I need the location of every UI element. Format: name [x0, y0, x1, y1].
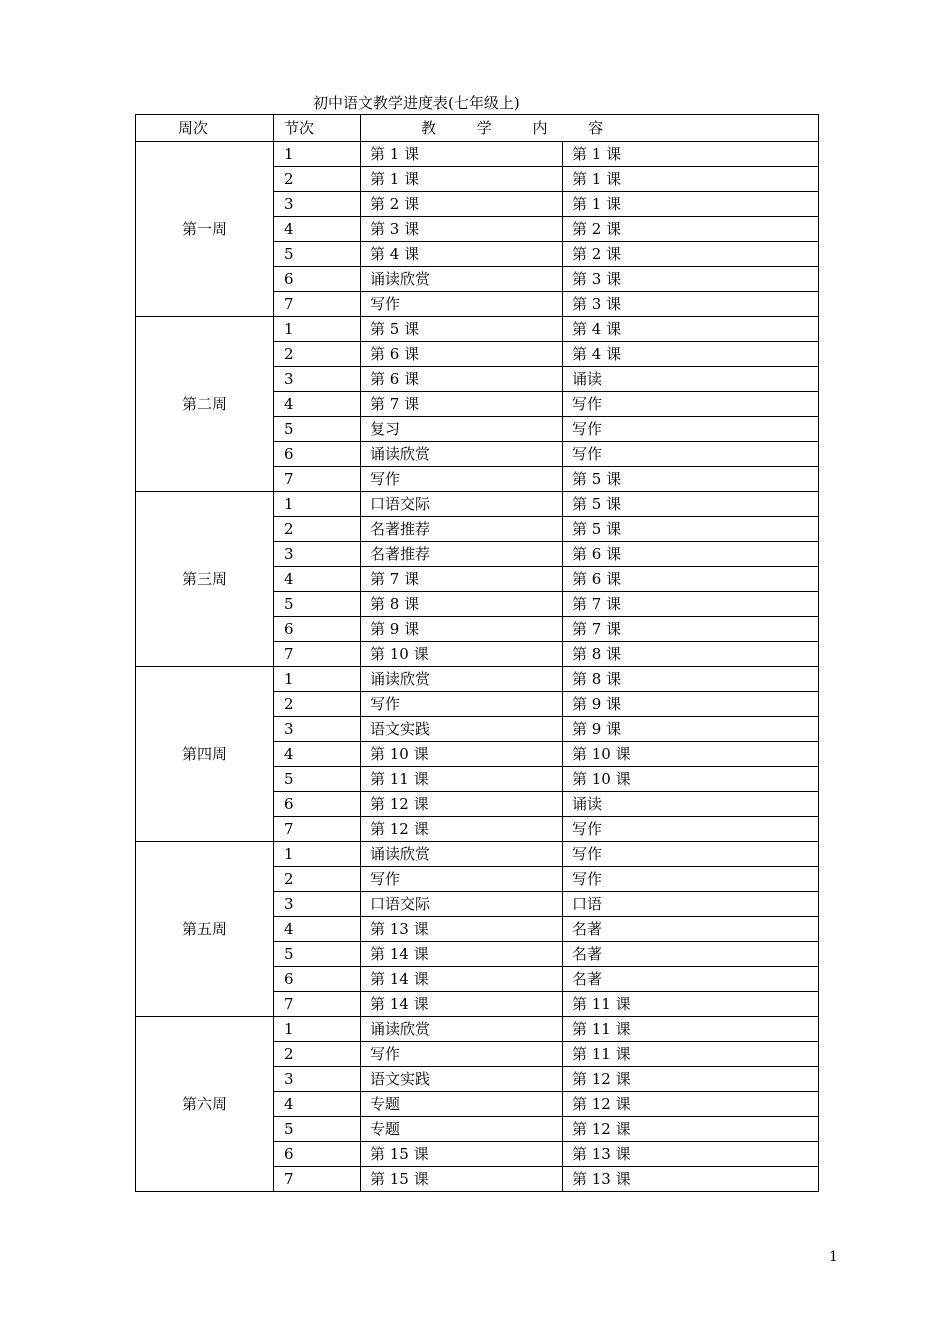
content-cell-b: 第 11 课 — [563, 1042, 819, 1067]
page-number: 1 — [829, 1249, 838, 1265]
session-number: 1 — [274, 317, 361, 342]
content-cell-a: 第 14 课 — [361, 992, 563, 1017]
content-cell-a: 写作 — [361, 467, 563, 492]
content-cell-a: 写作 — [361, 692, 563, 717]
session-number: 4 — [274, 742, 361, 767]
header-session: 节次 — [274, 115, 361, 142]
content-cell-a: 第 12 课 — [361, 792, 563, 817]
content-cell-b: 第 1 课 — [563, 167, 819, 192]
table-row — [136, 842, 819, 867]
content-cell-b: 第 6 课 — [563, 567, 819, 592]
content-cell-b: 第 12 课 — [563, 1067, 819, 1092]
session-number: 3 — [274, 367, 361, 392]
session-number: 7 — [274, 467, 361, 492]
content-cell-b: 名著 — [563, 942, 819, 967]
content-cell-a: 专题 — [361, 1092, 563, 1117]
week-label: 第五周 — [136, 842, 274, 1017]
content-cell-b: 第 6 课 — [563, 542, 819, 567]
content-cell-b: 第 8 课 — [563, 642, 819, 667]
content-cell-b: 写作 — [563, 842, 819, 867]
content-cell-b: 第 12 课 — [563, 1092, 819, 1117]
content-cell-b: 写作 — [563, 867, 819, 892]
content-cell-b: 第 5 课 — [563, 467, 819, 492]
content-cell-a: 第 7 课 — [361, 567, 563, 592]
content-cell-b: 第 3 课 — [563, 267, 819, 292]
content-cell-a: 诵读欣赏 — [361, 442, 563, 467]
content-cell-a: 第 5 课 — [361, 317, 563, 342]
content-cell-b: 写作 — [563, 817, 819, 842]
session-number: 7 — [274, 1167, 361, 1192]
content-cell-b: 第 10 课 — [563, 767, 819, 792]
session-number: 6 — [274, 267, 361, 292]
session-number: 1 — [274, 142, 361, 167]
session-number: 5 — [274, 417, 361, 442]
session-number: 2 — [274, 1042, 361, 1067]
session-number: 7 — [274, 642, 361, 667]
content-cell-b: 第 4 课 — [563, 342, 819, 367]
schedule-table — [135, 114, 819, 1192]
week-label: 第三周 — [136, 492, 274, 667]
content-cell-b: 第 11 课 — [563, 992, 819, 1017]
content-cell-a: 写作 — [361, 1042, 563, 1067]
content-cell-a: 第 6 课 — [361, 342, 563, 367]
content-cell-a: 诵读欣赏 — [361, 1017, 563, 1042]
content-cell-b: 第 9 课 — [563, 692, 819, 717]
session-number: 3 — [274, 192, 361, 217]
content-cell-b: 名著 — [563, 917, 819, 942]
content-cell-b: 第 5 课 — [563, 517, 819, 542]
content-cell-a: 名著推荐 — [361, 542, 563, 567]
session-number: 3 — [274, 717, 361, 742]
content-cell-a: 第 3 课 — [361, 217, 563, 242]
content-cell-a: 第 4 课 — [361, 242, 563, 267]
content-cell-b: 写作 — [563, 392, 819, 417]
content-cell-b: 第 2 课 — [563, 217, 819, 242]
session-number: 6 — [274, 442, 361, 467]
header-content: 教 学 内 容 — [361, 115, 819, 142]
table-body — [136, 142, 819, 1192]
session-number: 3 — [274, 542, 361, 567]
content-cell-a: 第 9 课 — [361, 617, 563, 642]
session-number: 5 — [274, 1117, 361, 1142]
content-cell-a: 写作 — [361, 292, 563, 317]
content-cell-a: 名著推荐 — [361, 517, 563, 542]
content-cell-a: 第 15 课 — [361, 1142, 563, 1167]
content-cell-b: 第 8 课 — [563, 667, 819, 692]
session-number: 4 — [274, 917, 361, 942]
content-cell-a: 第 14 课 — [361, 942, 563, 967]
content-cell-a: 诵读欣赏 — [361, 267, 563, 292]
content-cell-a: 第 7 课 — [361, 392, 563, 417]
content-cell-b: 诵读 — [563, 367, 819, 392]
session-number: 5 — [274, 592, 361, 617]
session-number: 2 — [274, 517, 361, 542]
session-number: 4 — [274, 567, 361, 592]
content-cell-a: 第 1 课 — [361, 167, 563, 192]
content-cell-a: 第 11 课 — [361, 767, 563, 792]
content-cell-a: 第 10 课 — [361, 642, 563, 667]
session-number: 6 — [274, 617, 361, 642]
content-cell-a: 第 10 课 — [361, 742, 563, 767]
content-cell-a: 写作 — [361, 867, 563, 892]
content-cell-b: 第 11 课 — [563, 1017, 819, 1042]
content-cell-a: 口语交际 — [361, 892, 563, 917]
session-number: 6 — [274, 792, 361, 817]
table-row — [136, 667, 819, 692]
week-label: 第一周 — [136, 142, 274, 317]
session-number: 7 — [274, 292, 361, 317]
table-row — [136, 142, 819, 167]
document-title: 初中语文教学进度表(七年级上) — [313, 94, 520, 112]
session-number: 7 — [274, 992, 361, 1017]
session-number: 1 — [274, 1017, 361, 1042]
week-label: 第二周 — [136, 317, 274, 492]
session-number: 7 — [274, 817, 361, 842]
table-row — [136, 492, 819, 517]
content-cell-a: 第 12 课 — [361, 817, 563, 842]
content-cell-a: 口语交际 — [361, 492, 563, 517]
content-cell-b: 诵读 — [563, 792, 819, 817]
session-number: 2 — [274, 692, 361, 717]
session-number: 6 — [274, 1142, 361, 1167]
content-cell-b: 口语 — [563, 892, 819, 917]
content-cell-b: 写作 — [563, 417, 819, 442]
content-cell-b: 写作 — [563, 442, 819, 467]
session-number: 6 — [274, 967, 361, 992]
session-number: 4 — [274, 1092, 361, 1117]
session-number: 5 — [274, 242, 361, 267]
table-row — [136, 317, 819, 342]
content-cell-a: 复习 — [361, 417, 563, 442]
week-label: 第六周 — [136, 1017, 274, 1192]
session-number: 5 — [274, 767, 361, 792]
session-number: 1 — [274, 492, 361, 517]
session-number: 2 — [274, 342, 361, 367]
session-number: 1 — [274, 667, 361, 692]
session-number: 1 — [274, 842, 361, 867]
content-cell-b: 第 3 课 — [563, 292, 819, 317]
content-cell-a: 语文实践 — [361, 1067, 563, 1092]
content-cell-a: 第 8 课 — [361, 592, 563, 617]
session-number: 4 — [274, 217, 361, 242]
content-cell-a: 第 2 课 — [361, 192, 563, 217]
content-cell-a: 第 6 课 — [361, 367, 563, 392]
content-cell-a: 语文实践 — [361, 717, 563, 742]
content-cell-a: 第 14 课 — [361, 967, 563, 992]
header-week: 周次 — [136, 115, 274, 142]
session-number: 3 — [274, 1067, 361, 1092]
content-cell-b: 第 10 课 — [563, 742, 819, 767]
content-cell-a: 第 15 课 — [361, 1167, 563, 1192]
content-cell-b: 第 4 课 — [563, 317, 819, 342]
content-cell-b: 第 1 课 — [563, 142, 819, 167]
session-number: 2 — [274, 167, 361, 192]
table-header-row — [136, 115, 819, 142]
content-cell-b: 第 13 课 — [563, 1167, 819, 1192]
content-cell-b: 第 1 课 — [563, 192, 819, 217]
session-number: 5 — [274, 942, 361, 967]
table-row — [136, 1017, 819, 1042]
content-cell-a: 诵读欣赏 — [361, 667, 563, 692]
session-number: 4 — [274, 392, 361, 417]
content-cell-b: 第 12 课 — [563, 1117, 819, 1142]
content-cell-b: 第 9 课 — [563, 717, 819, 742]
content-cell-b: 第 7 课 — [563, 617, 819, 642]
content-cell-a: 第 1 课 — [361, 142, 563, 167]
week-label: 第四周 — [136, 667, 274, 842]
content-cell-b: 第 7 课 — [563, 592, 819, 617]
session-number: 2 — [274, 867, 361, 892]
content-cell-b: 第 2 课 — [563, 242, 819, 267]
content-cell-a: 诵读欣赏 — [361, 842, 563, 867]
content-cell-b: 名著 — [563, 967, 819, 992]
content-cell-b: 第 5 课 — [563, 492, 819, 517]
content-cell-a: 专题 — [361, 1117, 563, 1142]
session-number: 3 — [274, 892, 361, 917]
content-cell-a: 第 13 课 — [361, 917, 563, 942]
content-cell-b: 第 13 课 — [563, 1142, 819, 1167]
